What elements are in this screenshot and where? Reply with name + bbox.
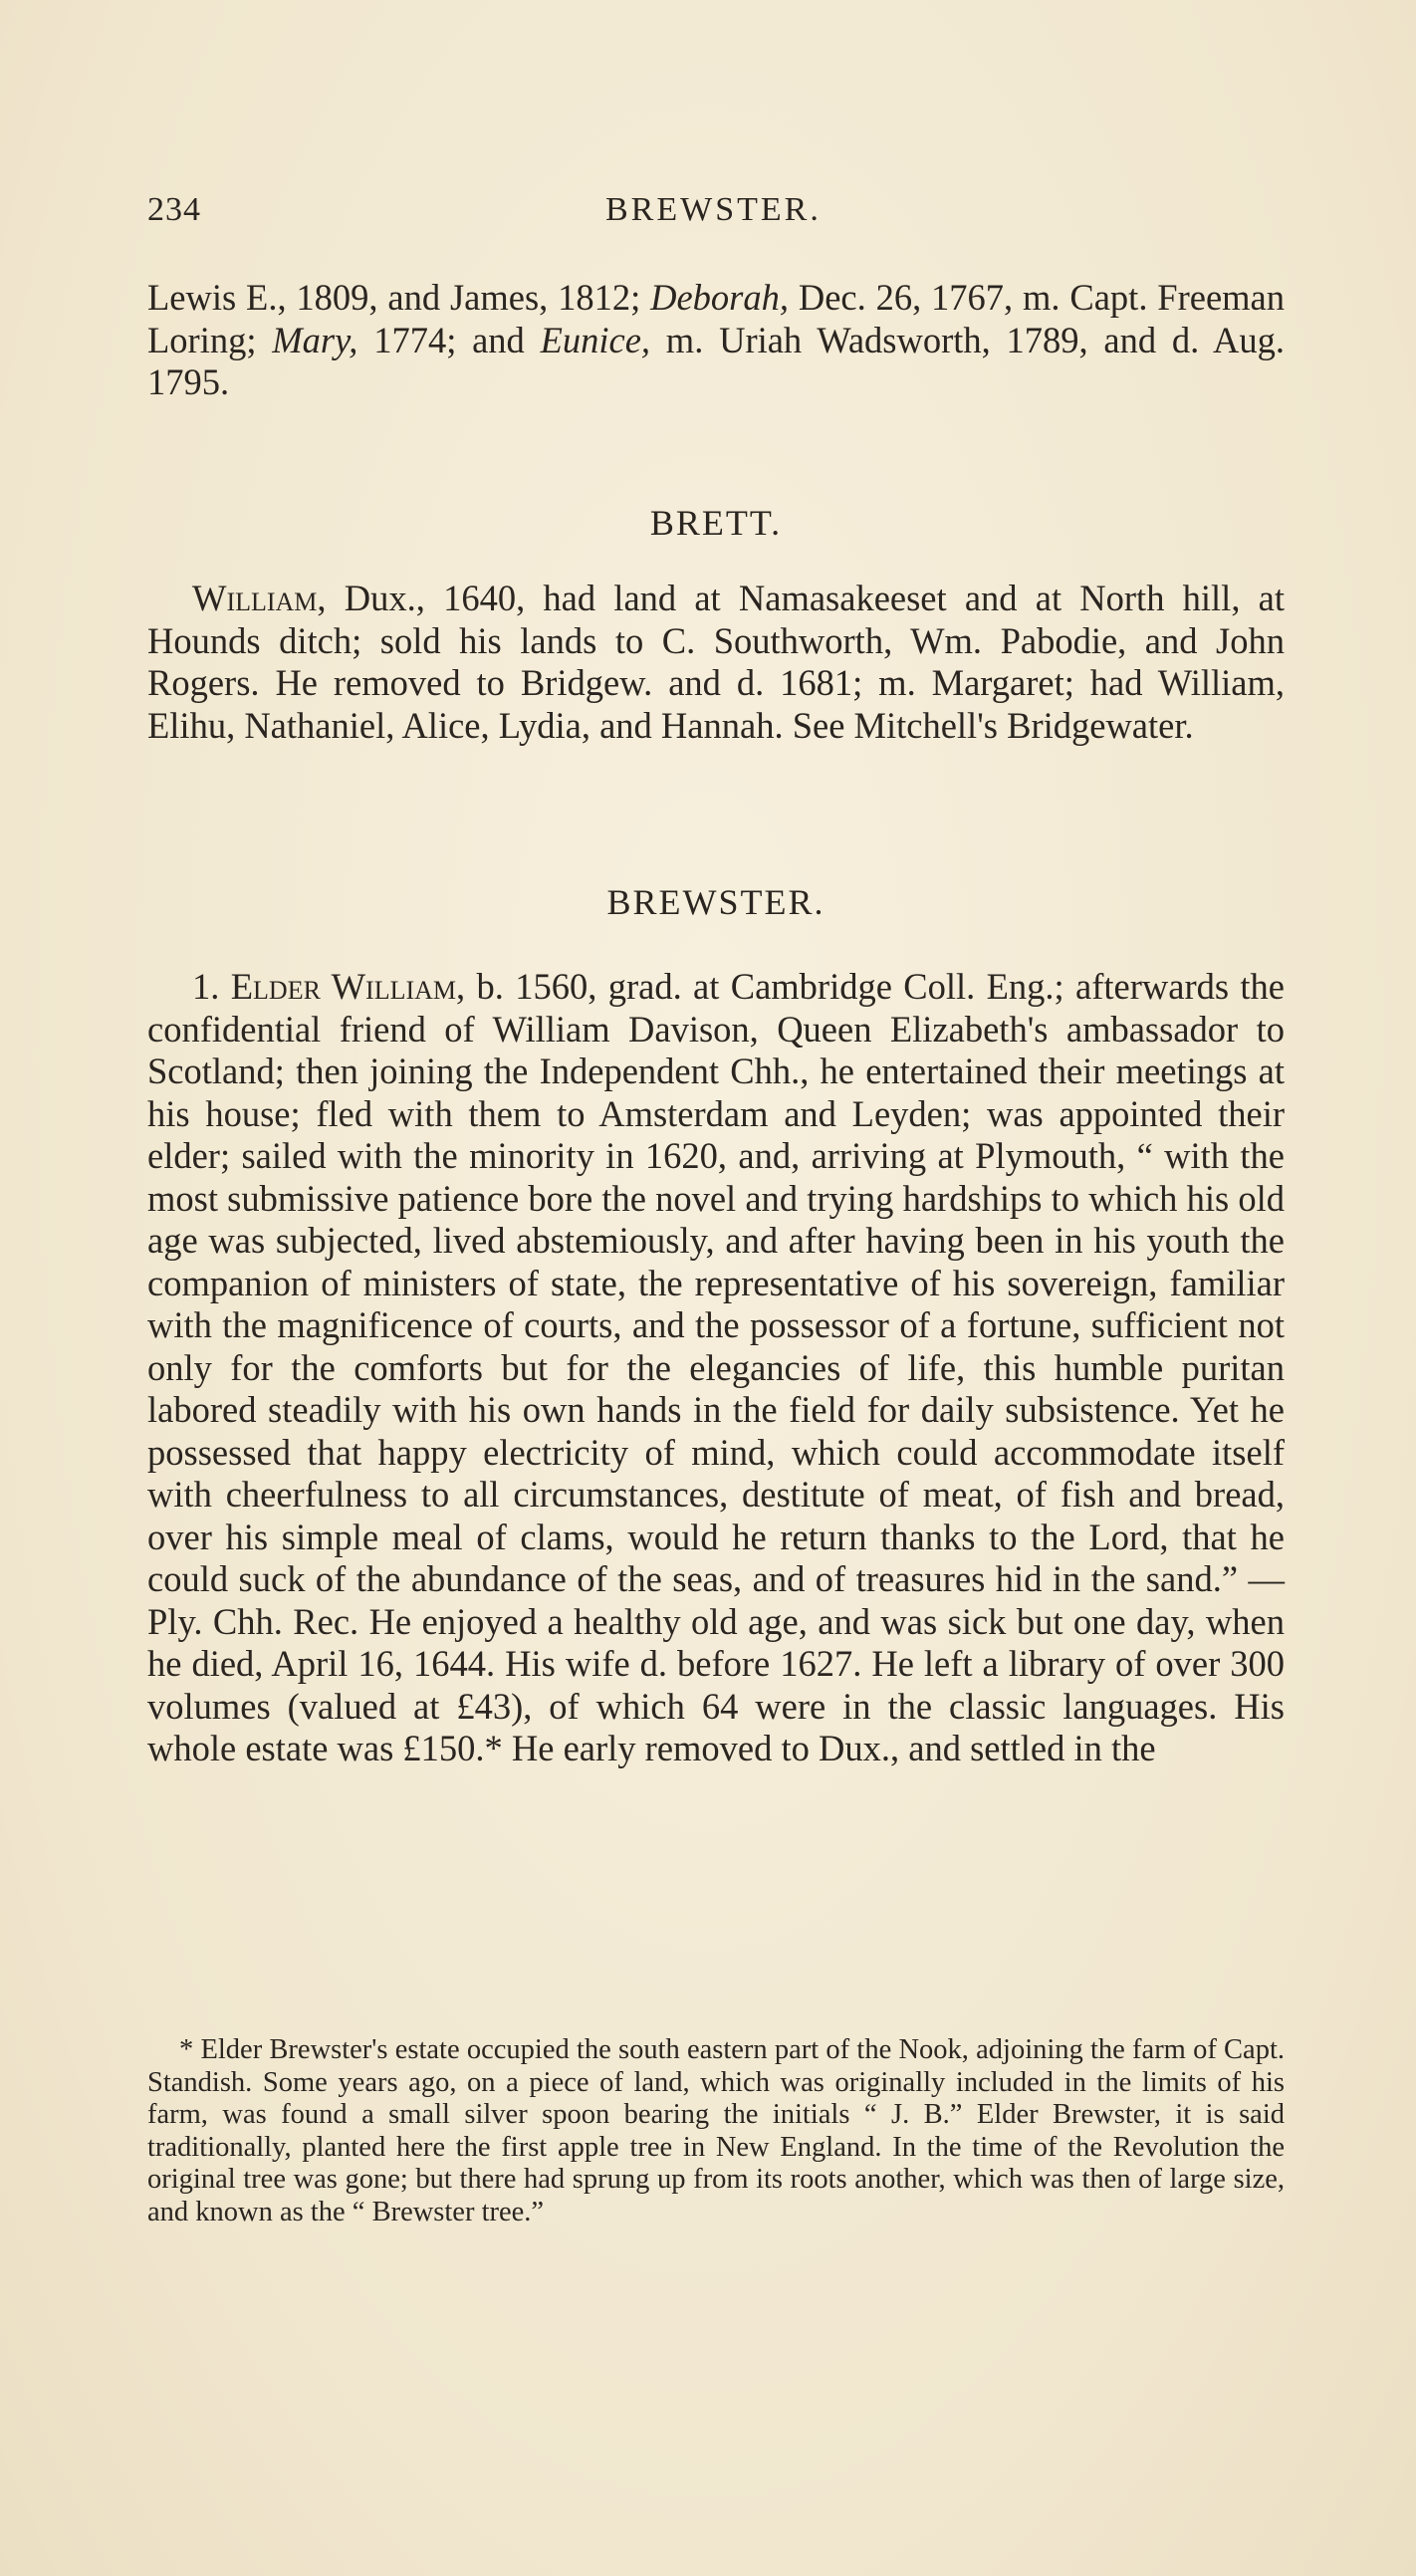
text-run: 1774; and [357, 319, 541, 360]
child-name: Deborah, [650, 277, 789, 318]
brewster-paragraph [147, 966, 1285, 1770]
child-name: Mary, [272, 319, 358, 360]
footnote-text: * Elder Brewster's estate occupied the south eastern part of the Nook, adjoining the farm of Capt. Standish. Some years ago, on a piece of land, which was originally included in the limits of his farm, was found a small silver spoon bearing the initials “ J. B.” Elder Brewster, it is said traditionally, planted here the first apple tree in New England. In the time of the Revolution the original tree was gone; but there had sprung up from its roots another, which was then of large size, and known as the “ Brewster tree.” [147, 2034, 1285, 2227]
brett-paragraph [147, 578, 1285, 747]
text-run: Lewis E., 1809, and James, 1812; [147, 277, 651, 318]
entry-name: William, [192, 578, 327, 618]
page-number: 234 [147, 191, 201, 228]
footnote [147, 2034, 1285, 2228]
section-heading-brett: BRETT. [649, 503, 783, 543]
entry-text: Dux., 1640, had land at Namasakeeset and at North hill, at Hounds ditch; sold his lands to C. Southworth, Wm. Pabodie, and John Rogers. He removed to Bridgew. and d. 1681; m. Margaret; had William, Elihu, Nathaniel, Alice, Lydia, and Hannah. See Mitchell's Bridgewater. [147, 578, 1285, 746]
continuation-paragraph [147, 277, 1285, 404]
entry-number: 1. [192, 966, 231, 1007]
entry-text: b. 1560, grad. at Cambridge Coll. Eng.; afterwards the confidential friend of William Davison, Queen Elizabeth's ambassador to Scotland; then joining the Independent Chh., he entertained their meetings at his house; fled with them to Amsterdam and Leyden; was appointed their elder; sailed with the minority in 1620, and, arriving at Plymouth, “ with the most submissive patience bore the novel and trying hardships to which his old age was subjected, lived abstemiously, and after having been in his youth the companion of ministers of state, the representative of his sovereign, familiar with the magnificence of courts, and the possessor of a fortune, sufficient not only for the comforts but for the elegancies of life, this humble puritan labored steadily with his own hands in the field for daily subsistence. Yet he possessed that happy electricity of mind, which could accommodate itself with cheerfulness to all circumstances, destitute of meat, of fish and bread, over his simple meal of clams, would he return thanks to the Lord, that he could suck of the abundance of the seas, and of treasures hid in the sand.” — Ply. Chh. Rec. He enjoyed a healthy old age, and was sick but one day, when he died, April 16, 1644. His wife d. before 1627. He left a library of over 300 volumes (valued at £43), of which 64 were in the classic languages. His whole estate was £150.* He early removed to Dux., and settled in the [147, 966, 1285, 1768]
child-name: Eunice, [540, 319, 651, 360]
entry-name: Elder William, [230, 966, 466, 1007]
text-run: Dec. 26, 1767, m. Capt. Freeman Loring; [147, 277, 1285, 360]
section-heading-brewster: BREWSTER. [606, 882, 826, 922]
running-title: BREWSTER. [605, 191, 822, 228]
text-run: m. Uriah Wadsworth, 1789, and d. Aug. 1795. [147, 319, 1285, 402]
